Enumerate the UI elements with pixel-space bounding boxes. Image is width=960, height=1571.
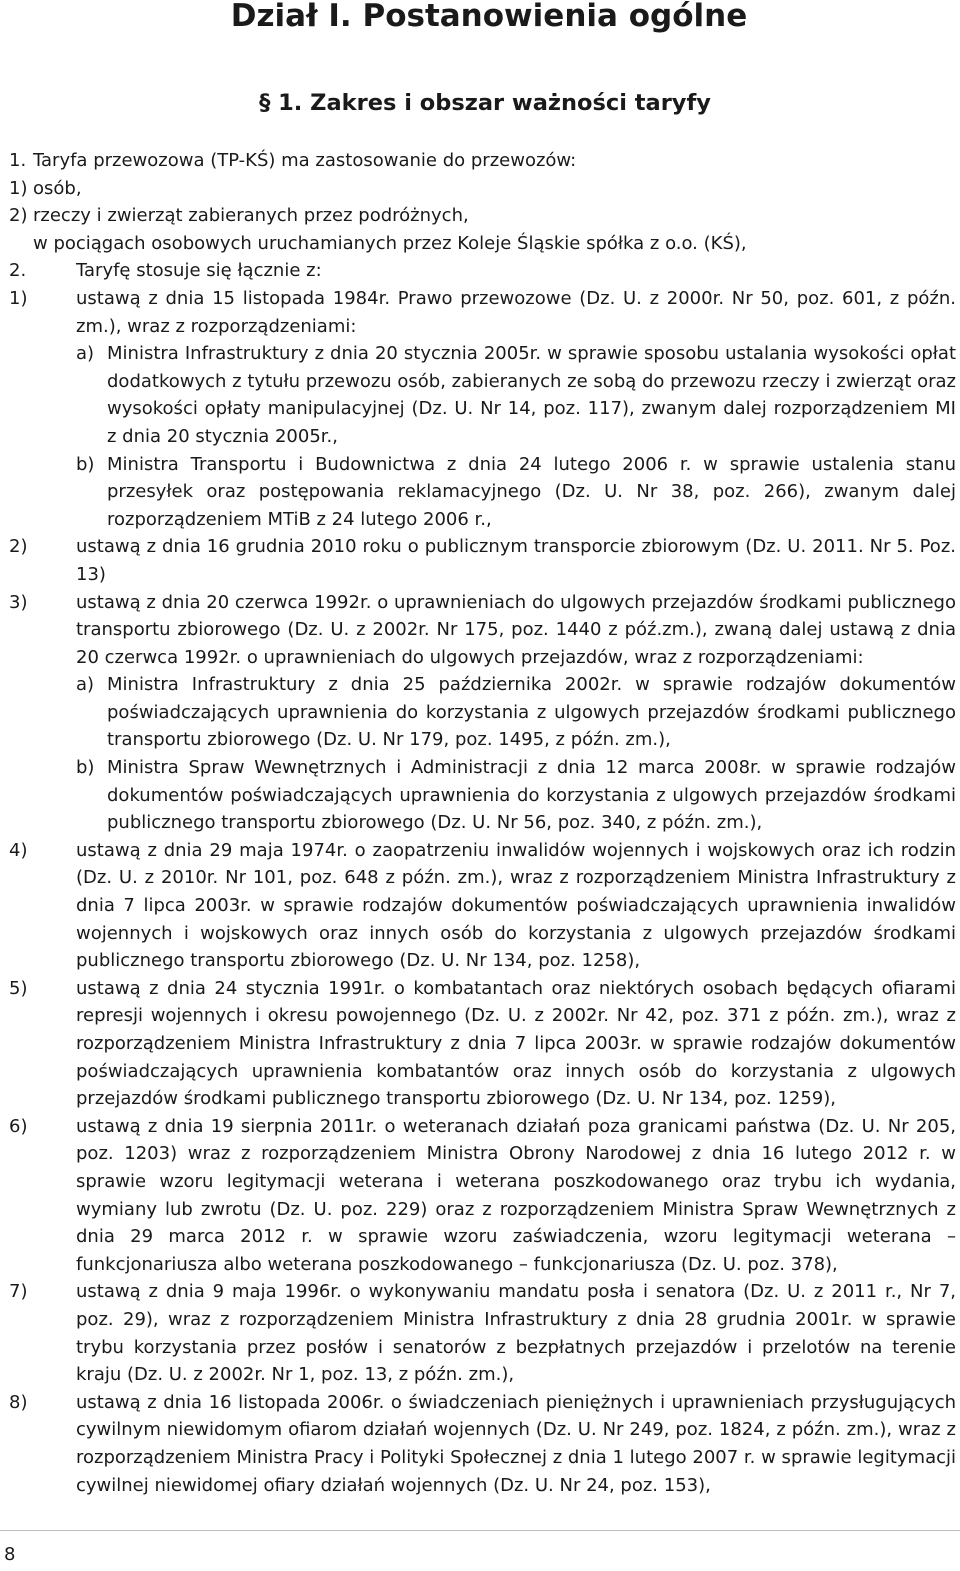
- sub-list-item: [0, 340, 960, 450]
- sub-item-text: Ministra Transportu i Budownictwa z dnia 24 lutego 2006 r. w sprawie ustalenia stanu przesyłek oraz postępowania reklamacyjnego (Dz. U. Nr 38, poz. 266), zwanym dalej rozporządzeniem MTiB z 24 lutego 2006 r.,: [107, 453, 956, 530]
- paragraph-number: 2.: [9, 260, 27, 282]
- chapter-title: Dział I. Postanowienia ogólne: [230, 0, 748, 34]
- sub-item-letter: b): [76, 453, 95, 475]
- paragraph-text: Taryfa przewozowa (TP-KŚ) ma zastosowanie do przewozów:: [33, 150, 577, 171]
- list-item: [0, 975, 960, 1113]
- list-item-text: ustawą z dnia 29 maja 1974r. o zaopatrzeniu inwalidów wojennych i wojskowych oraz ich rodzin (Dz. U. z 2010r. Nr 101, poz. 648 z późn. zm.), wraz z rozporządzeniem Ministra Infrastruktury z dnia 7 lipca 2003r. w sprawie rodzajów dokumentów poświadczających uprawnienia inwalidów wojennych i wojskowych oraz innych osób do korzystania z ulgowych przejazdów środkami publicznego transportu zbiorowego (Dz. U. Nr 134, poz. 1258),: [76, 839, 956, 972]
- list-item-number: 2): [9, 205, 28, 227]
- list-item-number: 1): [9, 177, 28, 199]
- section-heading: § 1. Zakres i obszar ważności taryfy: [259, 90, 711, 116]
- paragraph-number: 1.: [9, 150, 27, 171]
- footer-divider: [0, 1530, 960, 1531]
- list-item-number: 4): [9, 839, 28, 861]
- paragraph-text: Taryfę stosuje się łącznie z:: [76, 260, 322, 282]
- sub-list-item: [0, 754, 960, 837]
- list-item-number: 2): [9, 536, 28, 558]
- sub-list-item: [0, 451, 960, 534]
- list-item-number: 5): [9, 977, 28, 999]
- sub-item-text: Ministra Spraw Wewnętrznych i Administracji z dnia 12 marca 2008r. w sprawie rodzajów dokumentów poświadczających uprawnienia do korzystania z ulgowych przejazdów środkami publicznego transportu zbiorowego (Dz. U. Nr 56, poz. 340, z późn. zm.),: [107, 757, 956, 834]
- list-item: [0, 175, 960, 203]
- sub-item-letter: a): [76, 674, 95, 696]
- list-item-text: ustawą z dnia 9 maja 1996r. o wykonywaniu mandatu posła i senatora (Dz. U. z 2011 r., Nr 7, poz. 29), wraz z rozporządzeniem Ministra Infrastruktury z dnia 28 grudnia 2001r. w sprawie trybu korzystania przez posłów i senatorów z bezpłatnych przejazdów i przelotów na terenie kraju (Dz. U. z 2002r. Nr 1, poz. 13, z późn. zm.),: [76, 1281, 956, 1386]
- list-item: [0, 533, 960, 588]
- list-item-number: 1): [9, 287, 28, 309]
- list-item-text: osób,: [33, 177, 82, 199]
- sub-item-letter: b): [76, 757, 95, 779]
- sub-item-text: Ministra Infrastruktury z dnia 25 października 2002r. w sprawie rodzajów dokumentów poświadczających uprawnienia do korzystania z ulgowych przejazdów środkami publicznego transportu zbiorowego (Dz. U. Nr 179, poz. 1495, z późn. zm.),: [107, 674, 956, 751]
- list-item-text: rzeczy i zwierząt zabieranych przez podróżnych,: [33, 205, 469, 227]
- list-item: [0, 202, 960, 230]
- list-item-number: 6): [9, 1115, 28, 1137]
- page-number: 8: [4, 1544, 16, 1565]
- list-item-number: 7): [9, 1281, 28, 1303]
- sub-list-item: [0, 671, 960, 754]
- sub-item-text: Ministra Infrastruktury z dnia 20 stycznia 2005r. w sprawie sposobu ustalania wysokości opłat dodatkowych z tytułu przewozu osób, zabieranych ze sobą do przewozu rzeczy i zwierząt oraz wysokości opłaty manipulacyjnej (Dz. U. Nr 14, poz. 117), zwanym dalej rozporządzeniem MI z dnia 20 stycznia 2005r.,: [107, 343, 956, 447]
- list-item: [0, 285, 960, 340]
- list-item: [0, 589, 960, 672]
- sub-item-letter: a): [76, 343, 95, 365]
- list-item: [0, 1113, 960, 1279]
- list-item-number: 3): [9, 591, 28, 613]
- list-item-text: ustawą z dnia 16 listopada 2006r. o świadczeniach pieniężnych i uprawnieniach przysługujących cywilnym niewidomym ofiarom działań wojennych (Dz. U. Nr 249, poz. 1824, z późn. zm.), wraz z rozporządzeniem Ministra Pracy i Polityki Społecznej z dnia 1 lutego 2007 r. w sprawie legitymacji cywilnej niewidomej ofiary działań wojennych (Dz. U. Nr 24, poz. 153),: [76, 1391, 956, 1496]
- list-item-number: 8): [9, 1391, 28, 1413]
- list-item-text: ustawą z dnia 24 stycznia 1991r. o kombatantach oraz niektórych osobach będących ofiarami represji wojennych i okresu powojennego (Dz. U. z 2002r. Nr 42, poz. 371 z późn. zm.), wraz z rozporządzeniem Ministra Infrastruktury z dnia 7 lipca 2003r. w sprawie rodzajów dokumentów poświadczających uprawnienia kombatantów oraz innych osób do korzystania z ulgowych przejazdów środkami publicznego transportu zbiorowego (Dz. U. Nr 134, poz. 1259),: [76, 977, 956, 1110]
- list-item-text: ustawą z dnia 20 czerwca 1992r. o uprawnieniach do ulgowych przejazdów środkami publicznego transportu zbiorowego (Dz. U. z 2002r. Nr 175, poz. 1440 z póź.zm.), zwaną dalej ustawą z dnia 20 czerwca 1992r. o uprawnieniach do ulgowych przejazdów, wraz z rozporządzeniami:: [76, 591, 956, 668]
- document-body: [0, 147, 960, 1499]
- list-item-text: ustawą z dnia 19 sierpnia 2011r. o weteranach działań poza granicami państwa (Dz. U. Nr 205, poz. 1203) wraz z rozporządzeniem Ministra Obrony Narodowej z dnia 16 lutego 2012 r. w sprawie wzoru legitymacji weterana i weterana poszkodowanego oraz trybu ich wydania, wymiany lub zwrotu (Dz. U. poz. 229) oraz z rozporządzeniem Ministra Spraw Wewnętrznych z dnia 29 marca 2012 r. w sprawie wzoru zaświadczenia, wzoru legitymacji weterana – funkcjonariusza albo weterana poszkodowanego – funkcjonariusza (Dz. U. poz. 378),: [76, 1115, 956, 1275]
- list-item: [0, 1278, 960, 1388]
- list-item: [0, 1389, 960, 1499]
- list-item: [0, 837, 960, 975]
- list-item-text: ustawą z dnia 16 grudnia 2010 roku o publicznym transporcie zbiorowym (Dz. U. 2011. Nr 5. Poz. 13): [76, 536, 956, 585]
- paragraph-continuation: w pociągach osobowych uruchamianych przez Koleje Śląskie spółka z o.o. (KŚ),: [33, 232, 747, 254]
- paragraph-1: [0, 147, 960, 175]
- list-item-text: ustawą z dnia 15 listopada 1984r. Prawo przewozowe (Dz. U. z 2000r. Nr 50, poz. 601, z późn. zm.), wraz z rozporządzeniami:: [76, 287, 956, 337]
- paragraph-2: [0, 257, 960, 285]
